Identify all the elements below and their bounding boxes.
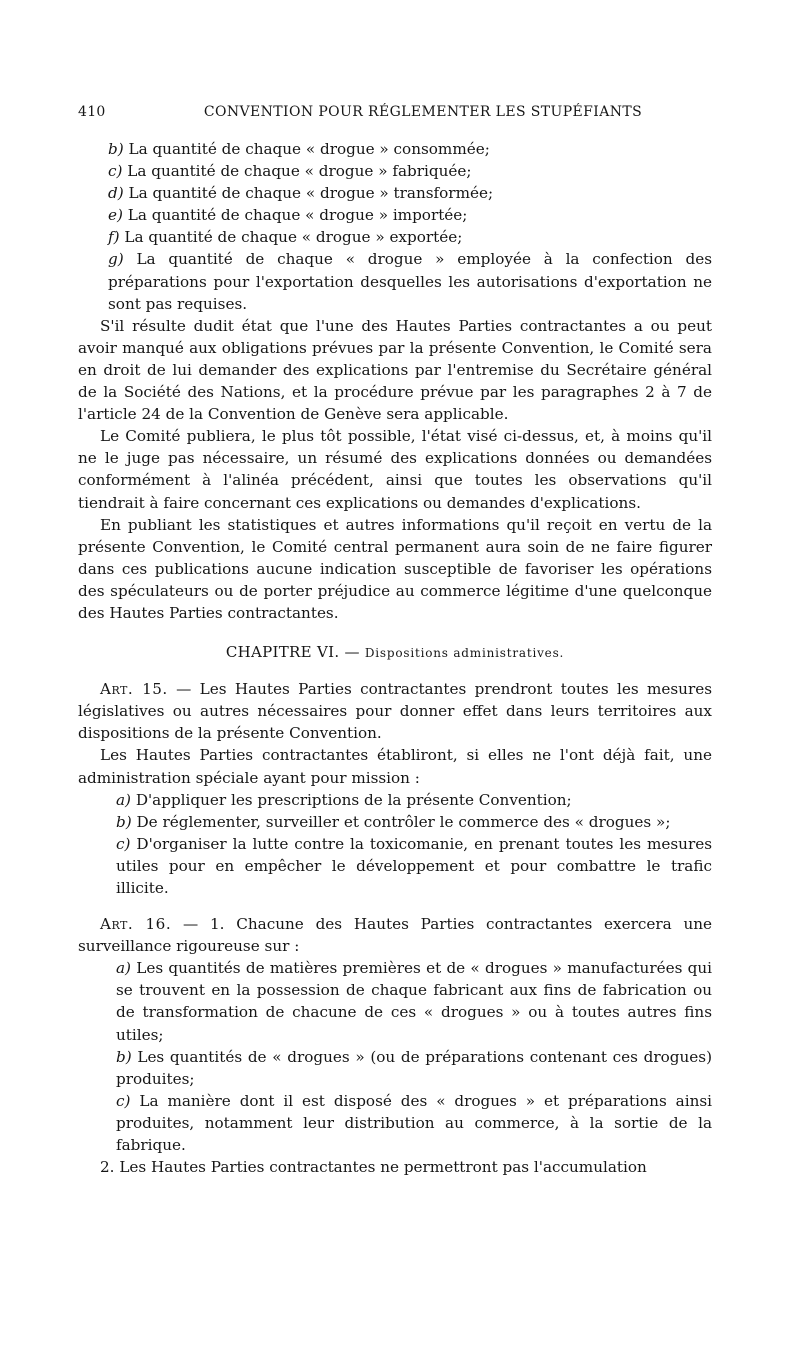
list-item bbox=[78, 248, 712, 314]
list-text: La manière dont il est disposé des « drogues » et préparations ainsi produites, notamment leur distribution au commerce, à la sortie de la fabrique. bbox=[116, 1091, 713, 1155]
list-item bbox=[78, 811, 712, 833]
list-letter: e) bbox=[108, 206, 123, 225]
chapter-subtitle: Dispositions administratives. bbox=[364, 646, 565, 661]
list-letter: g) bbox=[108, 250, 124, 269]
chapter-title: CHAPITRE VI. — bbox=[225, 643, 360, 662]
list-item bbox=[78, 160, 712, 182]
paragraph: Le Comité publiera, le plus tôt possible, l'état visé ci-dessus, et, à moins qu'il ne le juge pas nécessaire, un résumé des explications données ou demandées conformément à l'alinéa précédent, ainsi que toutes les observations qu'il tiendrait à faire concernant ces explications ou demandes d'explications. bbox=[78, 427, 712, 512]
list-letter: b) bbox=[116, 1047, 132, 1066]
list-letter: d) bbox=[108, 184, 124, 203]
list-text: La quantité de chaque « drogue » importée; bbox=[127, 206, 468, 225]
page-body bbox=[78, 138, 712, 1178]
page-number: 410 bbox=[78, 104, 106, 120]
list-letter: a) bbox=[116, 959, 131, 978]
list-letter: f) bbox=[108, 228, 120, 247]
list-item bbox=[78, 957, 712, 1045]
list-item bbox=[78, 789, 712, 811]
paragraph: En publiant les statistiques et autres informations qu'il reçoit en vertu de la présente Convention, le Comité central permanent aura soin de ne faire figurer dans ces publications aucune indication susceptible de favoriser les opérations des spéculateurs ou de porter préjudice au commerce légitime d'une quelconque des Hautes Parties contractantes. bbox=[78, 515, 712, 622]
article-label: Art. 16. bbox=[100, 915, 172, 934]
list-item bbox=[78, 226, 712, 248]
list-item bbox=[78, 1046, 712, 1090]
list-letter: b) bbox=[108, 140, 124, 158]
list-item bbox=[78, 833, 712, 899]
article-text: — 1. Chacune des Hautes Parties contractantes exercera une surveillance rigoureuse sur : bbox=[78, 915, 713, 956]
article-label: Art. 15. bbox=[100, 680, 168, 699]
paragraph: 2. Les Hautes Parties contractantes ne permettront pas l'accumulation bbox=[100, 1158, 647, 1177]
list-item bbox=[78, 182, 712, 204]
list-letter: a) bbox=[116, 790, 131, 809]
list-letter: b) bbox=[116, 812, 132, 831]
section-gap bbox=[78, 899, 712, 913]
running-header bbox=[78, 104, 712, 120]
list-text: D'appliquer les prescriptions de la présente Convention; bbox=[135, 790, 572, 809]
paragraph: Les Hautes Parties contractantes établiront, si elles ne l'ont déjà fait, une administration spéciale ayant pour mission : bbox=[78, 746, 712, 787]
list-item bbox=[78, 1090, 712, 1156]
list-item bbox=[78, 204, 712, 226]
list-letter: c) bbox=[116, 834, 131, 853]
list-text: Les quantités de « drogues » (ou de préparations contenant ces drogues) produites; bbox=[116, 1047, 712, 1088]
list-text: Les quantités de matières premières et de « drogues » manufacturées qui se trouvent en la possession de chaque fabricant aux fins de fabrication ou de transformation de chacune de ces « drogues » ou à toutes autres fins utiles; bbox=[116, 959, 712, 1044]
list-letter: c) bbox=[108, 162, 123, 181]
list-text: La quantité de chaque « drogue » transformée; bbox=[128, 184, 494, 203]
list-text: La quantité de chaque « drogue » consommée; bbox=[128, 140, 490, 158]
article-15-paragraph bbox=[78, 678, 712, 744]
list-item bbox=[78, 138, 712, 160]
paragraph: S'il résulte dudit état que l'une des Hautes Parties contractantes a ou peut avoir manqué aux obligations prévues par la présente Convention, le Comité sera en droit de lui demander des explications par l'entremise du Secrétaire général de la Société des Nations, et la procédure prévue par les paragraphes 2 à 7 de l'article 24 de la Convention de Genève sera applicable. bbox=[78, 316, 712, 424]
running-title: CONVENTION POUR RÉGLEMENTER LES STUPÉFIANTS bbox=[203, 104, 643, 120]
list-text: La quantité de chaque « drogue » exportée; bbox=[124, 228, 463, 247]
article-text: — Les Hautes Parties contractantes prendront toutes les mesures législatives ou autres nécessaires pour donner effet dans leurs territoires aux dispositions de la présente Convention. bbox=[78, 680, 712, 743]
list-text: La quantité de chaque « drogue » fabriquée; bbox=[127, 162, 472, 181]
list-letter: c) bbox=[116, 1091, 131, 1110]
list-text: D'organiser la lutte contre la toxicomanie, en prenant toutes les mesures utiles pour en empêcher le développement et pour combattre le trafic illicite. bbox=[116, 834, 712, 897]
chapter-heading bbox=[78, 641, 712, 664]
list-text: La quantité de chaque « drogue » employée à la confection des préparations pour l'exportation desquelles les autorisations d'exportation ne sont pas requises. bbox=[108, 250, 713, 313]
list-text: De réglementer, surveiller et contrôler le commerce des « drogues »; bbox=[136, 812, 671, 831]
article-16-paragraph bbox=[78, 913, 712, 957]
